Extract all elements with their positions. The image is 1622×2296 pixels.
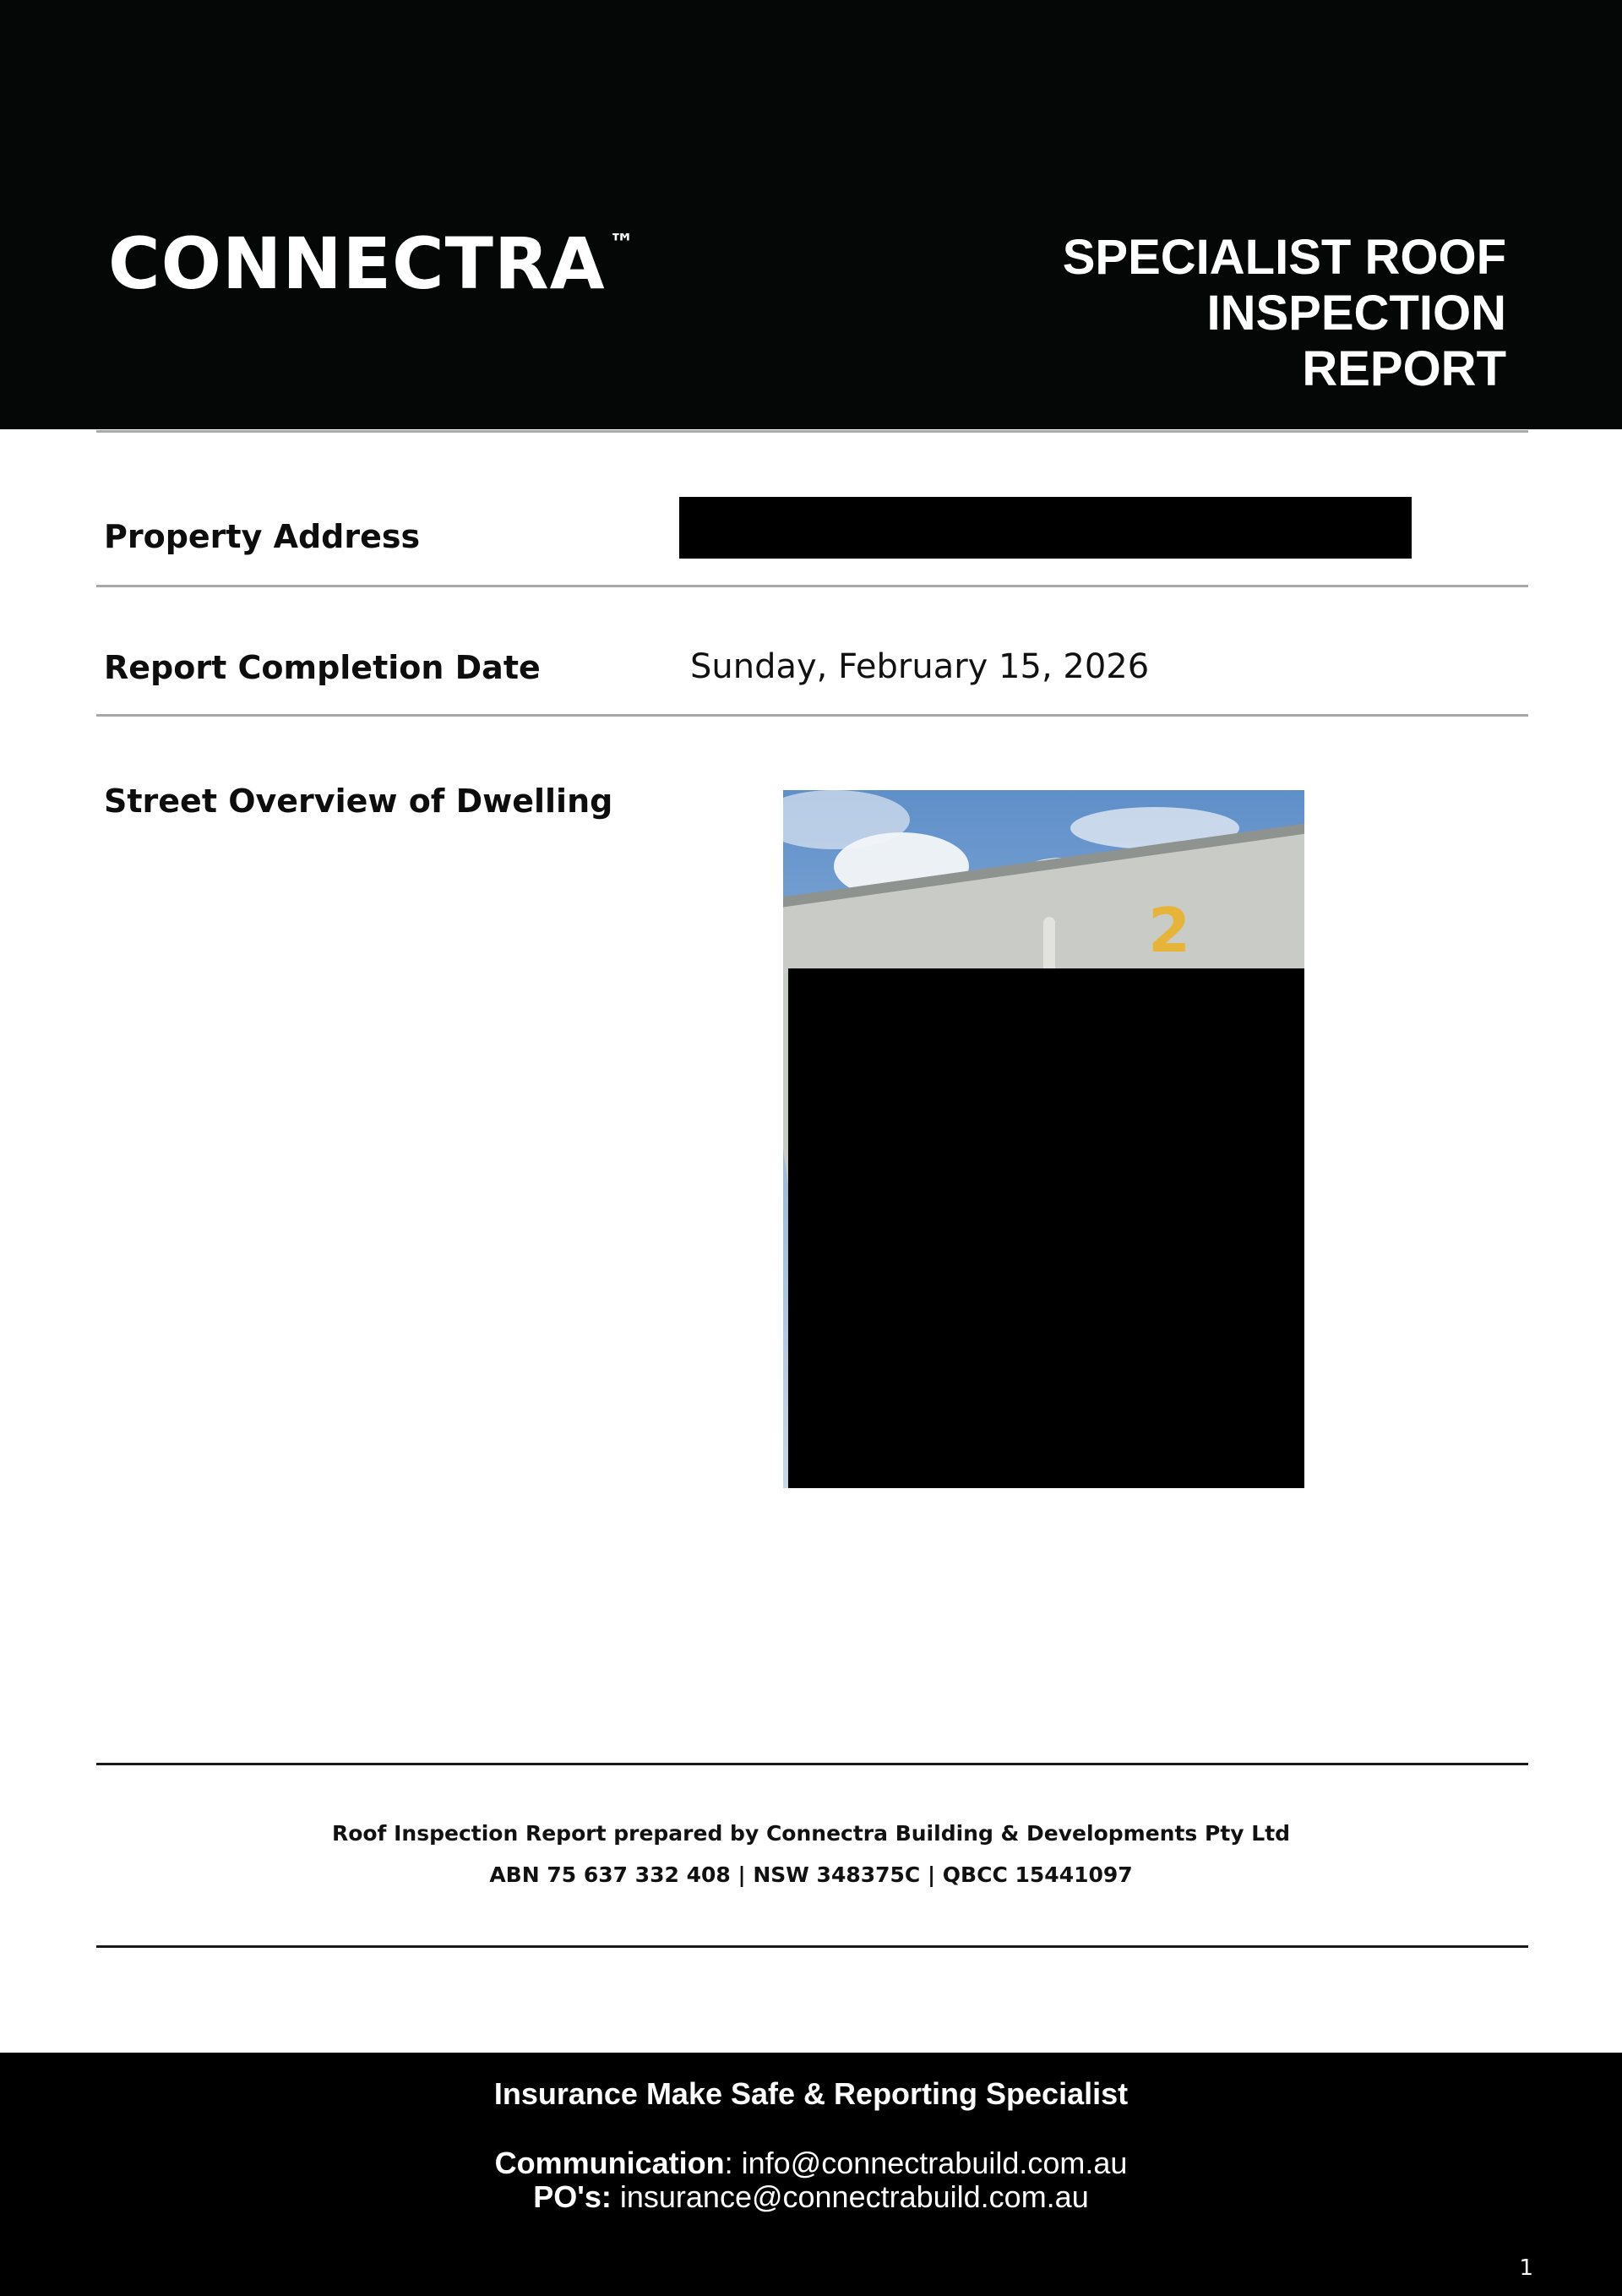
divider-disclaimer-top — [96, 1763, 1528, 1765]
trademark-symbol: ™ — [608, 229, 635, 259]
pos-line — [0, 2179, 1622, 2215]
street-overview-label: Street Overview of Dwelling — [104, 783, 613, 820]
communication-label: Communication — [494, 2146, 725, 2180]
logo-text: CONNECTRA — [108, 222, 606, 305]
footer-tagline: Insurance Make Safe & Reporting Specialist — [493, 2076, 1129, 2111]
communication-email[interactable]: info@connectrabuild.com.au — [741, 2146, 1128, 2180]
page-number: 1 — [1519, 2255, 1533, 2281]
divider-disclaimer-bottom — [96, 1945, 1528, 1948]
divider-date — [96, 714, 1528, 717]
pos-email[interactable]: insurance@connectrabuild.com.au — [619, 2179, 1089, 2214]
report-header — [0, 0, 1622, 429]
communication-line: Communication: info@connectrabuild.com.au — [494, 2146, 1128, 2180]
report-date-value: Sunday, February 15, 2026 — [690, 647, 1150, 686]
report-title — [915, 230, 1506, 397]
divider-address — [96, 585, 1528, 587]
prepared-by-line: Roof Inspection Report prepared by Connectra Building & Developments Pty Ltd — [331, 1821, 1291, 1846]
property-address-label: Property Address — [104, 518, 421, 555]
report-date-label: Report Completion Date — [104, 649, 541, 686]
divider-top — [96, 430, 1528, 433]
report-title-line-2: INSPECTION — [1206, 286, 1506, 341]
contact-footer — [0, 2053, 1622, 2296]
unit-number: 2 — [1148, 895, 1191, 966]
pos-label: PO's: — [533, 2179, 612, 2214]
connectra-logo — [108, 222, 635, 305]
street-overview-photo — [783, 790, 1304, 1488]
registration-numbers-line: ABN 75 637 332 408 | NSW 348375C | QBCC 15441097 — [489, 1862, 1133, 1887]
photo-redaction — [788, 968, 1304, 1488]
report-title-line-3: REPORT — [1302, 341, 1506, 396]
property-address-redaction — [679, 497, 1412, 559]
report-title-line-1: SPECIALIST ROOF — [1062, 230, 1506, 285]
